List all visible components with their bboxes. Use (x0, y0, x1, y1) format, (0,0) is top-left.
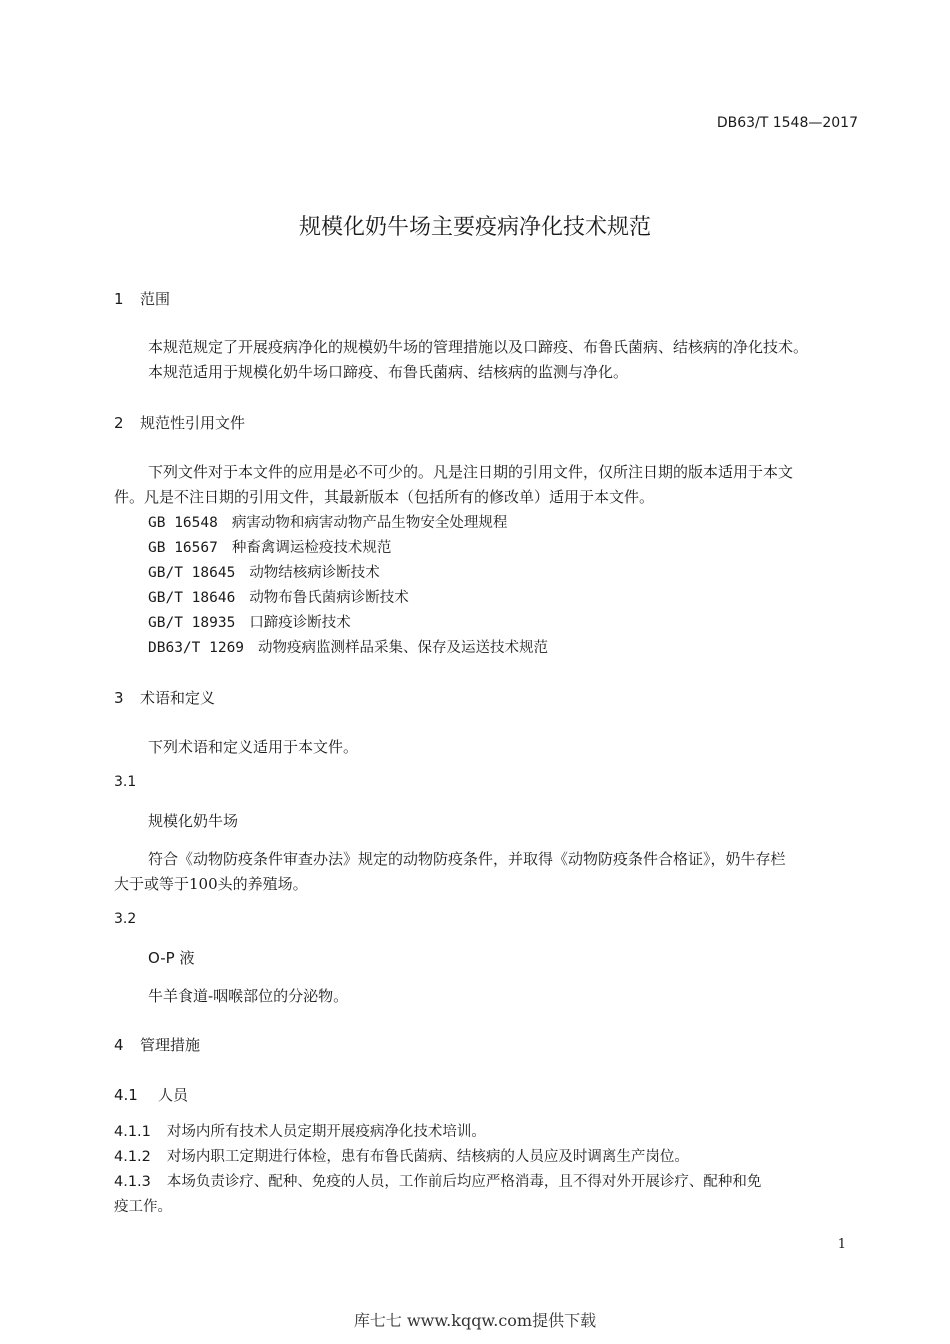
clause-item (114, 1120, 486, 1145)
section-number: 3 (114, 689, 124, 707)
section-3-intro: 下列术语和定义适用于本文件。 (148, 738, 359, 756)
reference-code: GB/T 18645 (148, 565, 236, 581)
reference-code: GB/T 18646 (148, 590, 236, 606)
clause-number: 4.1.1 (114, 1124, 151, 1140)
reference-title: 动物疫病监测样品采集、保存及运送技术规范 (258, 640, 549, 656)
reference-item (148, 511, 507, 532)
reference-title: 动物结核病诊断技术 (249, 565, 380, 581)
clause-item (114, 1170, 761, 1195)
subsection-4-1-heading (114, 1084, 188, 1105)
term-definition: 牛羊食道-咽喉部位的分泌物。 (148, 987, 349, 1005)
term-name: O-P 液 (148, 949, 195, 967)
reference-code: GB/T 18935 (148, 615, 236, 631)
clause-text-continuation: 疫工作。 (114, 1199, 172, 1215)
clause-number: 4.1.3 (114, 1174, 151, 1190)
section-2-paragraph-line-2: 件。凡是不注日期的引用文件，其最新版本（包括所有的修改单）适用于本文件。 (114, 488, 655, 506)
term-definition-line-1: 符合《动物防疫条件审查办法》规定的动物防疫条件，并取得《动物防疫条件合格证》，奶牛存栏 (148, 850, 786, 868)
reference-title: 口蹄疫诊断技术 (249, 615, 351, 631)
document-title: 规模化奶牛场主要疫病净化技术规范 (298, 215, 651, 240)
section-title: 范围 (140, 290, 171, 308)
reference-item (148, 611, 351, 632)
section-1-paragraph-1: 本规范规定了开展疫病净化的规模奶牛场的管理措施以及口蹄疫、布鲁氏菌病、结核病的净化技术。 (148, 338, 809, 356)
reference-code: GB 16567 (148, 540, 218, 556)
reference-code: GB 16548 (148, 515, 218, 531)
section-2-heading (114, 412, 245, 433)
section-number: 4 (114, 1036, 124, 1054)
section-number: 2 (114, 414, 124, 432)
reference-code: DB63/T 1269 (148, 640, 245, 656)
reference-title: 病害动物和病害动物产品生物安全处理规程 (231, 515, 508, 531)
reference-item (148, 636, 548, 657)
subsection-title: 人员 (158, 1086, 189, 1104)
section-2-paragraph-line-1: 下列文件对于本文件的应用是必不可少的。凡是注日期的引用文件，仅所注日期的版本适用于本文 (148, 463, 794, 481)
page-number: 1 (837, 1237, 846, 1252)
document-code: DB63/T 1548—2017 (716, 115, 858, 131)
download-footer: 库七七 www.kqqw.com提供下载 (353, 1311, 597, 1330)
term-number: 3.2 (114, 911, 137, 927)
reference-item (148, 586, 409, 607)
subsection-number: 4.1 (114, 1086, 138, 1104)
reference-title: 种畜禽调运检疫技术规范 (231, 540, 392, 556)
term-number: 3.1 (114, 774, 137, 790)
section-3-heading (114, 687, 215, 708)
section-title: 规范性引用文件 (140, 414, 246, 432)
reference-item (148, 536, 391, 557)
clause-item (114, 1145, 689, 1170)
clause-number: 4.1.2 (114, 1149, 151, 1165)
section-title: 术语和定义 (140, 689, 216, 707)
section-1-heading (114, 288, 170, 309)
reference-title: 动物布鲁氏菌病诊断技术 (249, 590, 409, 606)
clause-text: 对场内所有技术人员定期开展疫病净化技术培训。 (166, 1124, 486, 1140)
term-name: 规模化奶牛场 (148, 812, 239, 830)
section-title: 管理措施 (140, 1036, 201, 1054)
clause-text: 本场负责诊疗、配种、免疫的人员，工作前后均应严格消毒，且不得对外开展诊疗、配种和免 (166, 1174, 762, 1190)
clause-text: 对场内职工定期进行体检，患有布鲁氏菌病、结核病的人员应及时调离生产岗位。 (166, 1149, 689, 1165)
term-definition-line-2: 大于或等于100头的养殖场。 (114, 875, 308, 893)
reference-item (148, 561, 380, 582)
section-number: 1 (114, 290, 124, 308)
section-4-heading (114, 1034, 200, 1055)
section-1-paragraph-2: 本规范适用于规模化奶牛场口蹄疫、布鲁氏菌病、结核病的监测与净化。 (148, 363, 629, 381)
